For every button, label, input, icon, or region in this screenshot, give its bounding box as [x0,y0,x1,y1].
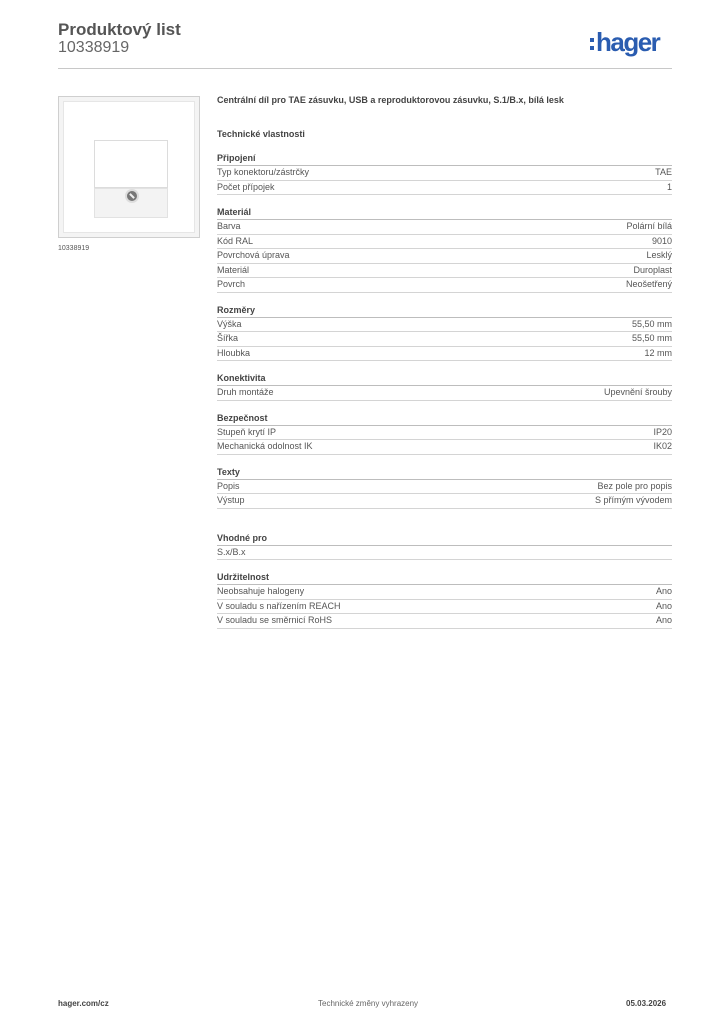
header-divider [58,68,672,69]
spec-label: Kód RAL [217,235,254,246]
spec-section [217,153,672,195]
section-title: Připojení [217,153,672,166]
spec-label: Materiál [217,264,250,275]
spec-value: TAE [655,167,672,177]
spec-row [217,318,672,333]
spec-value: S přímým vývodem [594,495,672,505]
screw-icon [127,191,137,201]
section-title: Bezpečnost [217,413,672,426]
spec-value: Ano [655,615,672,625]
spec-row [217,614,672,629]
spec-row [217,426,672,441]
spec-row [217,332,672,347]
spec-value: 9010 [651,235,672,246]
spec-value: Bez pole pro popis [597,480,672,491]
spec-label: V souladu se směrnicí RoHS [217,615,333,625]
spec-row [217,249,672,264]
hager-logo [590,27,659,57]
spec-row [217,494,672,509]
section-title: Vhodné pro [217,533,672,546]
spec-label: Typ konektoru/zástrčky [217,167,310,177]
spec-value: IP20 [653,426,672,437]
page-title: Produktový list [58,20,181,39]
spec-row [217,480,672,495]
spec-section [217,413,672,455]
spec-value: Polární bílá [626,221,672,231]
spec-row [217,440,672,455]
logo-text: hager [596,27,660,57]
spec-label: S.x/B.x [217,546,246,557]
spec-value: IK02 [653,441,672,451]
spec-row [217,278,672,293]
spec-label: Stupeň krytí IP [217,426,277,437]
spec-label: Neobsahuje halogeny [217,586,305,596]
spec-label: Výstup [217,495,245,505]
spec-label: Druh montáže [217,387,274,397]
spec-value: 55,50 mm [631,333,672,343]
spec-value: Neošetřený [625,279,672,289]
image-caption: 10338919 [58,245,90,252]
section-title: Texty [217,467,672,480]
spec-label: Hloubka [217,347,251,358]
spec-row [217,264,672,279]
logo-dots-icon [590,38,594,50]
spec-label: Popis [217,480,240,491]
product-id: 10338919 [58,39,130,56]
section-title: Materiál [217,207,672,220]
spec-label: Šířka [217,333,239,343]
spec-value: 55,50 mm [631,318,672,329]
product-description: Centrální díl pro TAE zásuvku, USB a reproduktorovou zásuvku, S.1/B.x, bílá lesk [217,95,564,105]
spec-section [217,533,672,561]
spec-label: Výška [217,318,242,329]
section-title: Udržitelnost [217,572,672,585]
spec-value: Lesklý [646,250,672,260]
spec-row [217,600,672,615]
spec-sections [217,153,672,629]
footer-website[interactable]: hager.com/cz [58,999,109,1008]
spec-label: V souladu s nařízením REACH [217,600,341,611]
section-title: Rozměry [217,305,672,318]
spec-section [217,207,672,293]
spec-section [217,572,672,629]
section-title: Konektivita [217,373,672,386]
spec-value: Upevnění šrouby [603,387,672,397]
spec-section [217,305,672,362]
spec-row [217,166,672,181]
spec-section [217,467,672,509]
footer-date: 05.03.2026 [626,999,667,1008]
spec-label: Povrchová úprava [217,250,290,260]
spec-value: Ano [655,586,672,596]
tech-heading: Technické vlastnosti [217,129,305,139]
spec-value: 12 mm [644,347,672,358]
spec-row [217,546,672,561]
spec-label: Mechanická odolnost IK [217,441,313,451]
spec-label: Barva [217,221,241,231]
plate-window [94,140,168,188]
spec-label: Počet přípojek [217,181,275,192]
spec-row [217,235,672,250]
spec-row [217,585,672,600]
spec-section [217,373,672,401]
product-image [58,96,200,238]
spec-label: Povrch [217,279,246,289]
spec-value: Duroplast [633,264,672,275]
spec-row [217,386,672,401]
spec-value: 1 [666,181,672,192]
cover-plate [63,101,195,233]
footer-notice: Technické změny vyhrazeny [318,999,419,1008]
specifications [217,95,672,629]
spec-row [217,181,672,196]
spec-value: Ano [655,600,672,611]
spec-row [217,347,672,362]
spec-row [217,220,672,235]
